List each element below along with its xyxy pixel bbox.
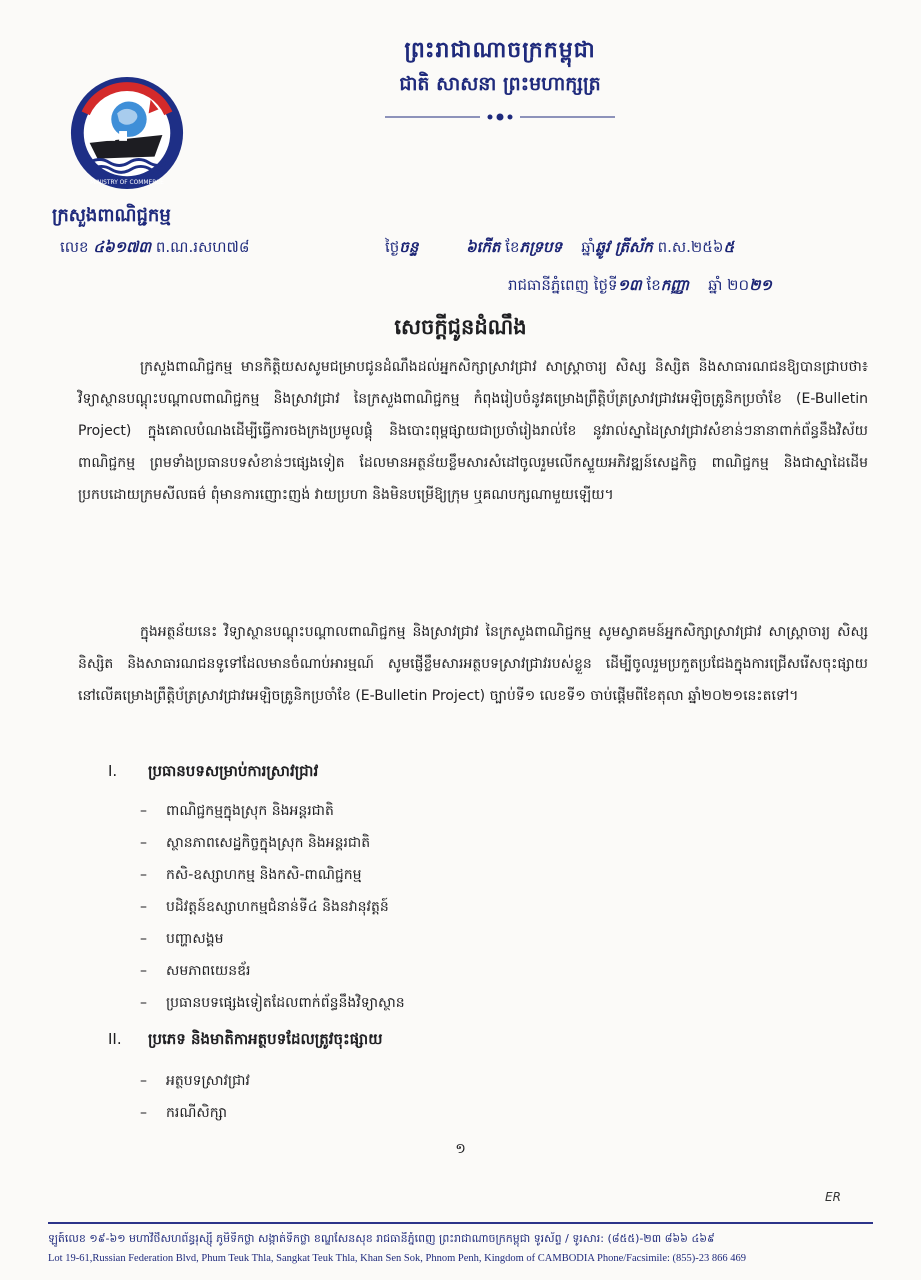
lunar-month-value: ភទ្របទ: [519, 238, 563, 256]
lunar-day-value: ចន្ទ: [399, 238, 419, 256]
solar-day-value: ១៣: [617, 276, 642, 294]
lunar-year-value: ឆ្លូវ ត្រីស័ក: [595, 238, 653, 256]
section-heading-article-types: [108, 1030, 382, 1052]
solar-date: [508, 276, 772, 298]
reference-number: [60, 238, 249, 260]
section-heading-text: ប្រភេទ និងមាតិកាអត្ថបទដែលត្រូវចុះផ្សាយ: [148, 1030, 383, 1048]
solar-month-label: ខែ: [646, 276, 661, 294]
kingdom-heading: ព្រះរាជាណាចក្រកម្ពុជា: [404, 38, 596, 63]
list-item: – ពាណិជ្ជកម្មក្នុងស្រុក និងអន្តរជាតិ: [140, 803, 334, 819]
footer-address-english: Lot 19-61,Russian Federation Blvd, Phum Teuk Thla, Sangkat Teuk Thla, Khan Sen Sok, Phnom Penh, Kingdom of CAMBODIA Phone/Facsimile: (855)-23 866 469: [48, 1253, 747, 1264]
page-number: ១: [455, 1141, 466, 1157]
buddhist-era-label: ព.ស.២៥៦: [657, 238, 724, 256]
svg-text:MINISTRY OF COMMERCE: MINISTRY OF COMMERCE: [90, 180, 164, 187]
list-item: – អត្ថបទស្រាវជ្រាវ: [140, 1073, 250, 1089]
initials-mark: ER: [825, 1190, 841, 1204]
lunar-year-label: ឆ្នាំ: [581, 238, 596, 256]
section-number: I.: [108, 762, 118, 780]
lunar-month-label: ខែ: [505, 238, 520, 256]
buddhist-era-value: ៥: [723, 238, 735, 256]
solar-month-value: កញ្ញា: [660, 276, 690, 294]
ministry-logo: [68, 74, 186, 192]
ornament-divider-icon: [385, 112, 615, 122]
list-item: – ប្រធានបទផ្សេងទៀតដែលពាក់ព័ន្ធនឹងវិទ្យាស្ថាន: [140, 995, 405, 1011]
paragraph-invitation-text: ក្នុងអត្ថន័យនេះ វិទ្យាស្ថានបណ្តុះបណ្តាលពាណិជ្ជកម្ម និងស្រាវជ្រាវ នៃក្រសួងពាណិជ្ជកម្ម សូមស្វាគមន៍អ្នកសិក្សាស្រាវជ្រាវ សាស្ត្រាចារ្យ សិស្ស និស្សិត និងសាធារណជនទូទៅដែលមានចំណាប់អារម្មណ៍ សូមផ្ញើខ្លឹមសារអត្ថបទស្រាវជ្រាវរបស់ខ្លួន ដើម្បីចូលរួមប្រកួតប្រជែងក្នុងការជ្រើសរើសចុះផ្សាយនៅលើគម្រោងព្រឹត្តិប័ត្រស្រាវជ្រាវអេឡិចត្រូនិកប្រចាំខែ (E-Bulletin Project) ច្បាប់ទី១ លេខទី១ ចាប់ផ្តើមពីខែតុលា ឆ្នាំ២០២១នេះតទៅ។: [78, 624, 868, 704]
section-heading-topics: [108, 762, 318, 784]
paragraph-intro: [78, 351, 868, 511]
place-label: រាជធានីភ្នំពេញ ថ្ងៃទី: [508, 276, 618, 294]
topics-list: [140, 795, 740, 1019]
paragraph-intro-text: ក្រសួងពាណិជ្ជកម្ម មានកិត្តិយសសូមជម្រាបជូនដំណឹងដល់អ្នកសិក្សាស្រាវជ្រាវ សាស្ត្រាចារ្យ សិស្ស និស្សិត និងសាធារណជនឱ្យបានជ្រាបថា៖ វិទ្យាស្ថានបណ្តុះបណ្តាលពាណិជ្ជកម្ម និងស្រាវជ្រាវ នៃក្រសួងពាណិជ្ជកម្ម កំពុងរៀបចំនូវគម្រោងព្រឹត្តិប័ត្រស្រាវជ្រាវអេឡិចត្រូនិកប្រចាំខែ (E-Bulletin Project) ក្នុងគោលបំណងដើម្បីធ្វើការចងក្រងប្រមូលផ្តុំ និងបោះពុម្ពផ្សាយជាប្រចាំរៀងរាល់ខែ នូវរាល់ស្នាដៃស្រាវជ្រាវសំខាន់ៗនានាពាក់ព័ន្ធនឹងវិស័យពាណិជ្ជកម្ម ព្រមទាំងប្រធានបទសំខាន់ៗផ្សេងទៀត ដែលមានអត្ថន័យខ្លឹមសារសំដៅចូលរួមលើកស្ទួយអភិវឌ្ឍន៍សេដ្ឋកិច្ច ពាណិជ្ជកម្ម និងជាស្នាដៃដើមប្រកបដោយក្រមសីលធម៌ ពុំមានការញោះញង់ វាយប្រហា និងមិនបម្រើឱ្យក្រុម ឬគណបក្សណាមួយឡើយ។: [78, 359, 868, 503]
section-number: II.: [108, 1030, 122, 1048]
list-item: – ករណីសិក្សា: [140, 1105, 228, 1121]
paragraph-invitation: [78, 616, 868, 712]
reference-label: លេខ: [60, 238, 89, 256]
notice-title: សេចក្តីជូនដំណឹង: [394, 315, 527, 339]
lunar-date: [385, 238, 734, 260]
list-item: – បដិវត្តន៍ឧស្សាហកម្មជំនាន់ទី៤ និងនវានុវត្តន៍: [140, 899, 389, 915]
footer-divider: [48, 1222, 873, 1224]
solar-year-label: ឆ្នាំ ២០: [708, 276, 750, 294]
article-types-list: [140, 1065, 740, 1129]
list-item: – បញ្ហាសង្គម: [140, 931, 224, 947]
footer-address-khmer: ឡូត៍លេខ ១៩-៦១ មហាវិថីសហព័ន្ធរុស្ស៊ី ភូមិទឹកថ្លា សង្កាត់ទឹកថ្លា ខណ្ឌសែនសុខ រាជធានីភ្នំពេញ ព្រះរាជាណាចក្រកម្ពុជា ទូរស័ព្ទ / ទូរសារ: (៨៥៥)-២៣ ៨៦៦ ៤៦៩: [48, 1232, 715, 1245]
section-heading-text: ប្រធានបទសម្រាប់ការស្រាវជ្រាវ: [148, 762, 319, 780]
list-item: – សមភាពយេនឌ័រ: [140, 963, 251, 979]
reference-suffix: ព.ណ.រសហ៧៨: [155, 238, 250, 256]
ministry-name: ក្រសួងពាណិជ្ជកម្ម: [52, 205, 171, 226]
national-motto: ជាតិ សាសនា ព្រះមហាក្សត្រ: [399, 73, 601, 95]
solar-year-value: ២១: [749, 276, 772, 294]
lunar-phase-value: ៦កើត: [466, 238, 501, 256]
reference-number-value: ៤៦១៧៣: [93, 238, 152, 256]
lunar-day-label: ថ្ងៃ: [385, 238, 400, 256]
list-item: – ស្ថានភាពសេដ្ឋកិច្ចក្នុងស្រុក និងអន្តរជាតិ: [140, 835, 371, 851]
list-item: – កសិ-ឧស្សាហកម្ម និងកសិ-ពាណិជ្ជកម្ម: [140, 867, 362, 883]
